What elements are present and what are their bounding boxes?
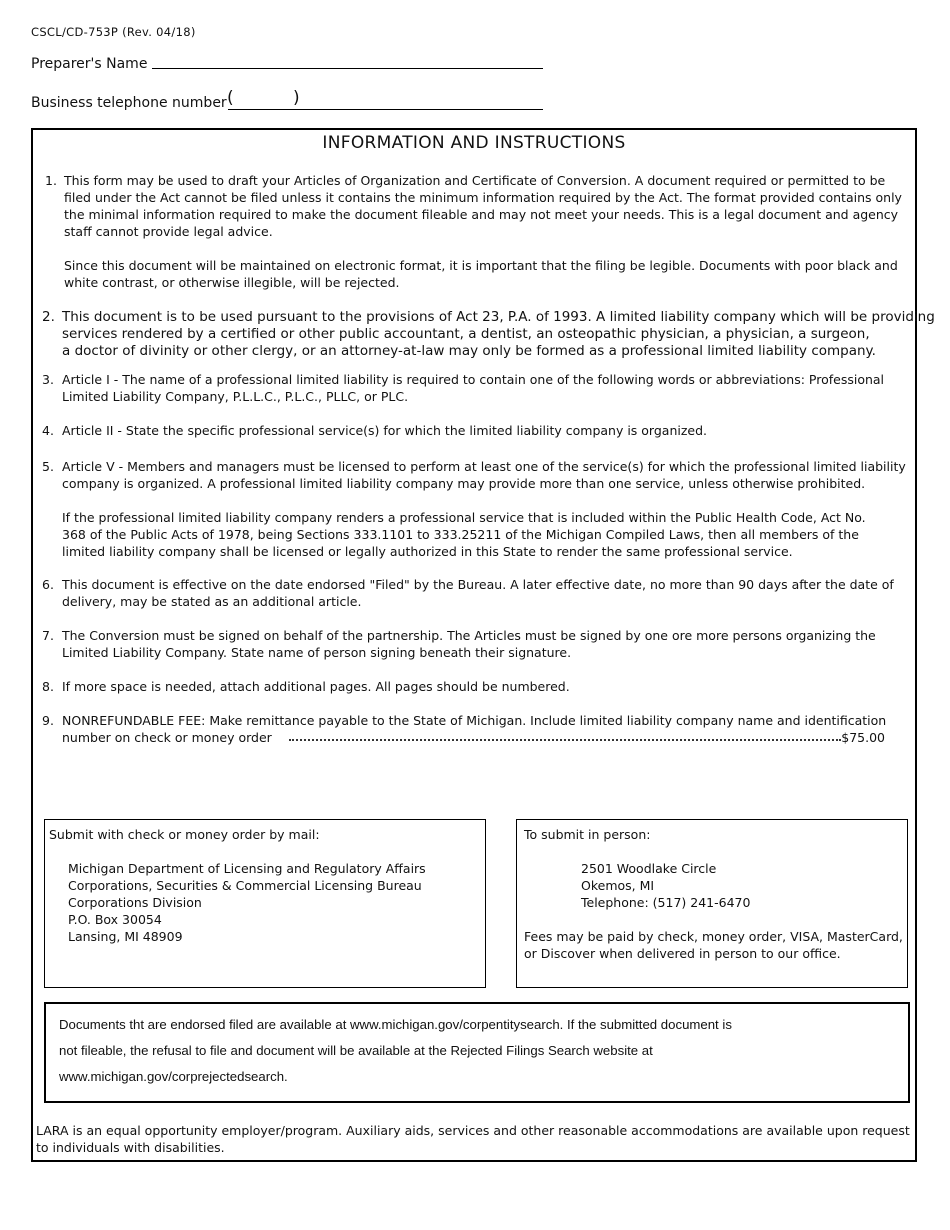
notice-text: Documents tht are endorsed filed are available at www.michigan.gov/corpentitysearch. If the submitted document is not fileable, the refusal to file and document will be available at the Rejected Filings Search website at www.michigan.gov/corprejectedsearch. [59, 1017, 732, 1084]
area-code-close-paren: ) [293, 88, 300, 108]
mail-address: Michigan Department of Licensing and Regulatory Affairs Corporations, Securities & Commercial Licensing Bureau Corporations Division P.O. Box 30054 Lansing, MI 48909 [68, 861, 426, 944]
business-phone-label: Business telephone number [31, 95, 227, 111]
item-4-text: Article II - State the specific professional service(s) for which the limited liability company is organized. [62, 423, 708, 438]
preparer-name-line[interactable] [152, 68, 543, 69]
item-8-text: If more space is needed, attach additional pages. All pages should be numbered. [62, 679, 570, 694]
instructions-box: INFORMATION AND INSTRUCTIONS 1. This form may be used to draft your Articles of Organization and Certificate of Conversion. A document required or permitted to be filed under the Act cannot be filed unless it contains the minimum information required by the Act. The format provided contains only the minimal information required to make the document fileable and may not meet your needs. This is a legal document and agency staff cannot provide legal advice. Since this document will be maintained on electronic format, it is important that the filing be legible. Documents with poor black and white contrast, or otherwise illegible, will be rejected. 2. This document is to be used pursuant to the provisions of Act 23, P.A. of 1993. A limited liability company which will be providing services rendered by a certified or other public accountant, a dentist, an osteopathic physician, a physician, a surgeon, a doctor of divinity or other clergy, or an attorney-at-law may only be formed as a professional limited liability company. 3. Article I - The name of a professional limited liability is required to contain one of the following words or abbreviations: Professional Limited Liability Company, P.L.L.C., P.L.C., PLLC, or PLC. 4. Article II - State the specific professional service(s) for which the limited liability company is organized. 5. Article V - Members and managers must be licensed to perform at least one of the service(s) for which the professional limited liability company is organized. A professional limited liability company may provide more than one service, unless otherwise prohibited. If the professional limited liability company renders a professional service that is included within the Public Health Code, Act No. 368 of the Public Acts of 1978, being Sections 333.1101 to 333.25211 of the Michigan Compiled Laws, then all members of the limited liability company shall be licensed or legally authorized in this State to render the same professional service. 6. This document is effective on the date endorsed "Filed" by the Bureau. A later effective date, no more than 90 days after the date of delivery, may be stated as an additional article. 7. The Conversion must be signed on behalf of the partnership. The Articles must be signed by one ore more persons organizing the Limited Liability Company. State name of person signing beneath their signature. 8. If more space is needed, attach additional pages. All pages should be numbered. 9. NONREFUNDABLE FEE: Make remittance payable to the State of Michigan. Include limited liability company name and identification number on check or money order $75.00 Submit with check or money order by mail: Michigan Department of Licensing and Regulatory Affairs Corporations, Securities & Commercial Licensing Bureau Corporations Division P.O. Box 30054 Lansing, MI 48909 To submit in person: 2501 Woodlake Circle Okemos, MI Telephone: (517) 241-6470 Fees may be paid by check, money order, VISA, MasterCard, or Discover when delivered in person to our office. Documents tht are endorsed filed are available at www.michigan.gov/corpentitysearch. If the submitted document is not fileable, the refusal to file and document will be available at the Rejected Filings Search website at www.michigan.gov/corprejectedsearch. LARA is an equal opportunity employer/program. Auxiliary aids, services and other reasonable accommodations are available upon request to individuals with disabilities. [31, 128, 917, 1162]
item-1-text: This form may be used to draft your Articles of Organization and Certificate of Conversion. A document required or permitted to be filed under the Act cannot be filed unless it contains the minimum information required by the Act. The format provided contains only the minimal information required to make the document fileable and may not meet your needs. This is a legal document and agency staff cannot provide legal advice. Since this document will be maintained on electronic format, it is important that the filing be legible. Documents with poor black and white contrast, or otherwise illegible, will be rejected. [64, 173, 902, 290]
area-code-open-paren: ( [227, 88, 234, 108]
instruction-item-9: 9. NONREFUNDABLE FEE: Make remittance payable to the State of Michigan. Include limited liability company name and identification number on check or money order $75.00 [42, 713, 887, 745]
item-9-text: NONREFUNDABLE FEE: Make remittance payable to the State of Michigan. Include limited liability company name and identification number on check or money order $75.00 [62, 713, 887, 745]
fee-leader-dots [289, 739, 841, 741]
filing-availability-notice [44, 1002, 910, 1103]
payment-methods: Fees may be paid by check, money order, VISA, MasterCard, or Discover when delivered in person to our office. [524, 929, 903, 961]
business-phone-line[interactable] [228, 109, 543, 110]
item-6-text: This document is effective on the date endorsed "Filed" by the Bureau. A later effective date, no more than 90 days after the date of delivery, may be stated as an additional article. [62, 577, 894, 609]
mail-submission-box [44, 819, 486, 988]
mail-heading: Submit with check or money order by mail: [49, 827, 320, 842]
item-3-text: Article I - The name of a professional limited liability is required to contain one of the following words or abbreviations: Professional Limited Liability Company, P.L.L.C., P.L.C., PLLC, or PLC. [62, 372, 885, 404]
item-5-text: Article V - Members and managers must be licensed to perform at least one of the service(s) for which the professional limited liability company is organized. A professional limited liability company may provide more than one service, unless otherwise prohibited. If the professional limited liability company renders a professional service that is included within the Public Health Code, Act No. 368 of the Public Acts of 1978, being Sections 333.1101 to 333.25211 of the Michigan Compiled Laws, then all members of the limited liability company shall be licensed or legally authorized in this State to render the same professional service. [62, 459, 906, 559]
item-9-line2: number on check or money order [62, 730, 272, 745]
item-2-text: This document is to be used pursuant to the provisions of Act 23, P.A. of 1993. A limited liability company which will be providing services rendered by a certified or other public accountant, a dentist, an osteopathic physician, a physician, a surgeon, a doctor of divinity or other clergy, or an attorney-at-law may only be formed as a professional limited liability company. [62, 309, 935, 359]
in-person-heading: To submit in person: [524, 827, 651, 842]
in-person-submission-box [516, 819, 908, 988]
fee-amount: $75.00 [841, 730, 885, 745]
form-code: CSCL/CD-753P (Rev. 04/18) [31, 25, 196, 39]
instructions-title: INFORMATION AND INSTRUCTIONS [322, 133, 626, 153]
in-person-address: 2501 Woodlake Circle Okemos, MI Telephone: (517) 241-6470 [581, 861, 751, 910]
preparer-name-label: Preparer's Name [31, 56, 148, 72]
item-7-text: The Conversion must be signed on behalf of the partnership. The Articles must be signed by one ore more persons organizing the Limited Liability Company. State name of person signing beneath their signature. [62, 628, 876, 660]
equal-opportunity-footer: LARA is an equal opportunity employer/program. Auxiliary aids, services and other reasonable accommodations are available upon request to individuals with disabilities. [36, 1123, 910, 1155]
